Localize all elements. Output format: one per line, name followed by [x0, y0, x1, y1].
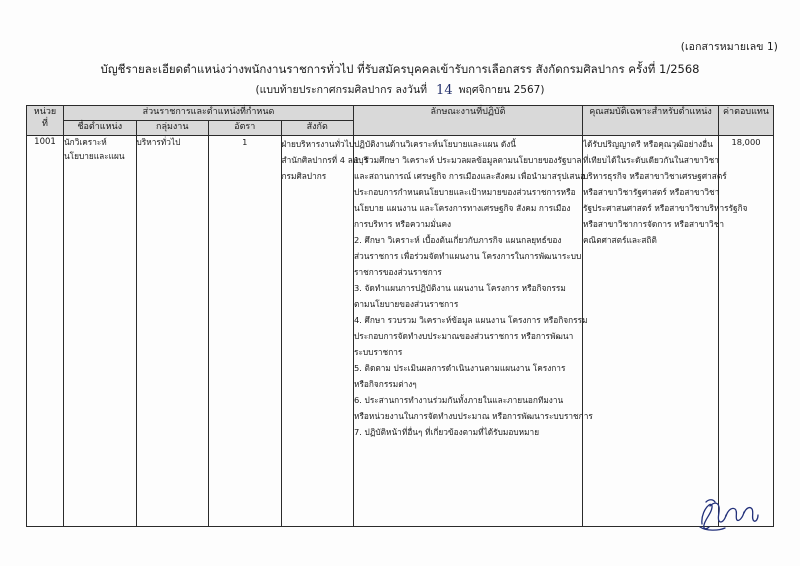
cell-salary: 18,000 — [719, 136, 774, 527]
duty-line: 2. ศึกษา วิเคราะห์ เบื้องต้นเกี่ยวกับภารกิจ แผนกลยุทธ์ของ — [354, 235, 562, 245]
vacancy-table — [26, 105, 774, 527]
duty-line: และสถานการณ์ เศรษฐกิจ การเมืองและสังคม เพื่อนำมาสรุปเสนอ — [354, 171, 586, 181]
column-header-count: อัตรา — [209, 121, 282, 136]
subtitle-suffix: พฤศจิกายน 2567) — [458, 84, 545, 96]
column-header-agency-group: ส่วนราชการและตำแหน่งที่กำหนด — [64, 106, 354, 121]
column-header-affiliation: สังกัด — [281, 121, 354, 136]
duty-line: ตามนโยบายของส่วนราชการ — [354, 299, 459, 309]
column-header-unit — [27, 106, 64, 136]
document-reference-label: (เอกสารหมายเลข 1) — [680, 41, 778, 53]
qualification-line: ที่เทียบได้ในระดับเดียวกันในสาขาวิชา — [583, 155, 719, 165]
duty-line: หรือหน่วยงานในการจัดทำงบประมาณ หรือการพัฒนาระบบราชการ — [354, 411, 593, 421]
duty-line: ระบบราชการ — [354, 347, 403, 357]
affiliation-line: สำนักศิลปากรที่ 4 ลพบุรี — [281, 155, 368, 165]
cell-work-group: บริหารทั่วไป — [136, 136, 209, 527]
subtitle-prefix: (แบบท้ายประกาศกรมศิลปากร ลงวันที่ — [255, 84, 428, 96]
table-body — [27, 136, 774, 527]
page-title: บัญชีรายละเอียดตำแหน่งว่างพนักงานราชการทั่วไป ที่รับสมัครบุคคลเข้ารับการเลือกสรร สังกัดกรมศิลปากร ครั้งที่ 1/2568 — [100, 62, 700, 76]
cell-affiliation — [281, 136, 368, 527]
column-header-duties: ลักษณะงานที่ปฏิบัติ — [354, 106, 583, 136]
duty-line: 1. ร่วมศึกษา วิเคราะห์ ประมวลผลข้อมูลตามนโยบายของรัฐบาล — [354, 155, 582, 165]
duty-line: 3. จัดทำแผนการปฏิบัติงาน แผนงาน โครงการ หรือกิจกรรม — [354, 283, 566, 293]
qualification-line: หรือสาขาวิชารัฐศาสตร์ หรือสาขาวิชา — [583, 187, 720, 197]
qualification-line: คณิตศาสตร์และสถิติ — [583, 235, 657, 245]
duty-line: ราชการของส่วนราชการ — [354, 267, 442, 277]
affiliation-line: ฝ่ายบริหารงานทั่วไป — [281, 139, 355, 149]
affiliation-line: กรมศิลปากร — [281, 171, 327, 181]
duty-line: การบริหาร หรือความมั่นคง — [354, 219, 452, 229]
duty-line: 4. ศึกษา รวบรวม วิเคราะห์ข้อมูล แผนงาน โครงการ หรือกิจกรรม — [354, 315, 588, 325]
duty-line: 7. ปฏิบัติหน้าที่อื่นๆ ที่เกี่ยวข้องตามที่ได้รับมอบหมาย — [354, 427, 540, 437]
unit-header-line2: ที่ — [42, 119, 48, 129]
duty-line: 5. ติดตาม ประเมินผลการดำเนินงานตามแผนงาน โครงการ — [354, 363, 566, 373]
handwritten-date: 14 — [436, 83, 453, 98]
duty-line: 6. ประสานการทำงานร่วมกันทั้งภายในและภายนอกทีมงาน — [354, 395, 564, 405]
qualification-line: รัฐประศาสนศาสตร์ หรือสาขาวิชาบริหารรัฐกิจ — [583, 203, 748, 213]
column-header-position-name: ชื่อตำแหน่ง — [64, 121, 137, 136]
table-header-row-1 — [27, 106, 774, 121]
unit-header-line1: หน่วย — [33, 107, 57, 117]
cell-position-name: นักวิเคราะห์นโยบายและแผน — [64, 136, 137, 527]
table-row — [27, 136, 774, 527]
duty-line: ประกอบการจัดทำงบประมาณของส่วนราชการ หรือการพัฒนา — [354, 331, 574, 341]
vacancy-table-wrapper — [26, 105, 774, 527]
duty-line: ส่วนราชการ เพื่อร่วมจัดทำแผนงาน โครงการในการพัฒนาระบบ — [354, 251, 582, 261]
qualification-line: หรือสาขาวิชาการจัดการ หรือสาขาวิชา — [583, 219, 724, 229]
cell-unit-number: 1001 — [27, 136, 64, 527]
cell-count: 1 — [209, 136, 282, 527]
table-header — [27, 106, 774, 136]
cell-duties — [354, 136, 593, 527]
column-header-salary: ค่าตอบแทน — [719, 106, 774, 136]
column-header-work-group: กลุ่มงาน — [136, 121, 209, 136]
column-header-qualifications: คุณสมบัติเฉพาะสำหรับตำแหน่ง — [583, 106, 719, 136]
duty-line: ปฏิบัติงานด้านวิเคราะห์นโยบายและแผน ดังนี้ — [354, 139, 516, 149]
duty-line: นโยบาย แผนงาน และโครงการทางเศรษฐกิจ สังคม การเมือง — [354, 203, 571, 213]
document-title-block — [0, 60, 800, 99]
duty-line: ประกอบการกำหนดนโยบายและเป้าหมายของส่วนราชการหรือ — [354, 187, 576, 197]
document-subtitle — [0, 81, 800, 99]
qualification-line: บริหารธุรกิจ หรือสาขาวิชาเศรษฐศาสตร์ — [583, 171, 727, 181]
qualification-line: ได้รับปริญญาตรี หรือคุณวุฒิอย่างอื่น — [583, 139, 713, 149]
duty-line: หรือกิจกรรมต่างๆ — [354, 379, 417, 389]
